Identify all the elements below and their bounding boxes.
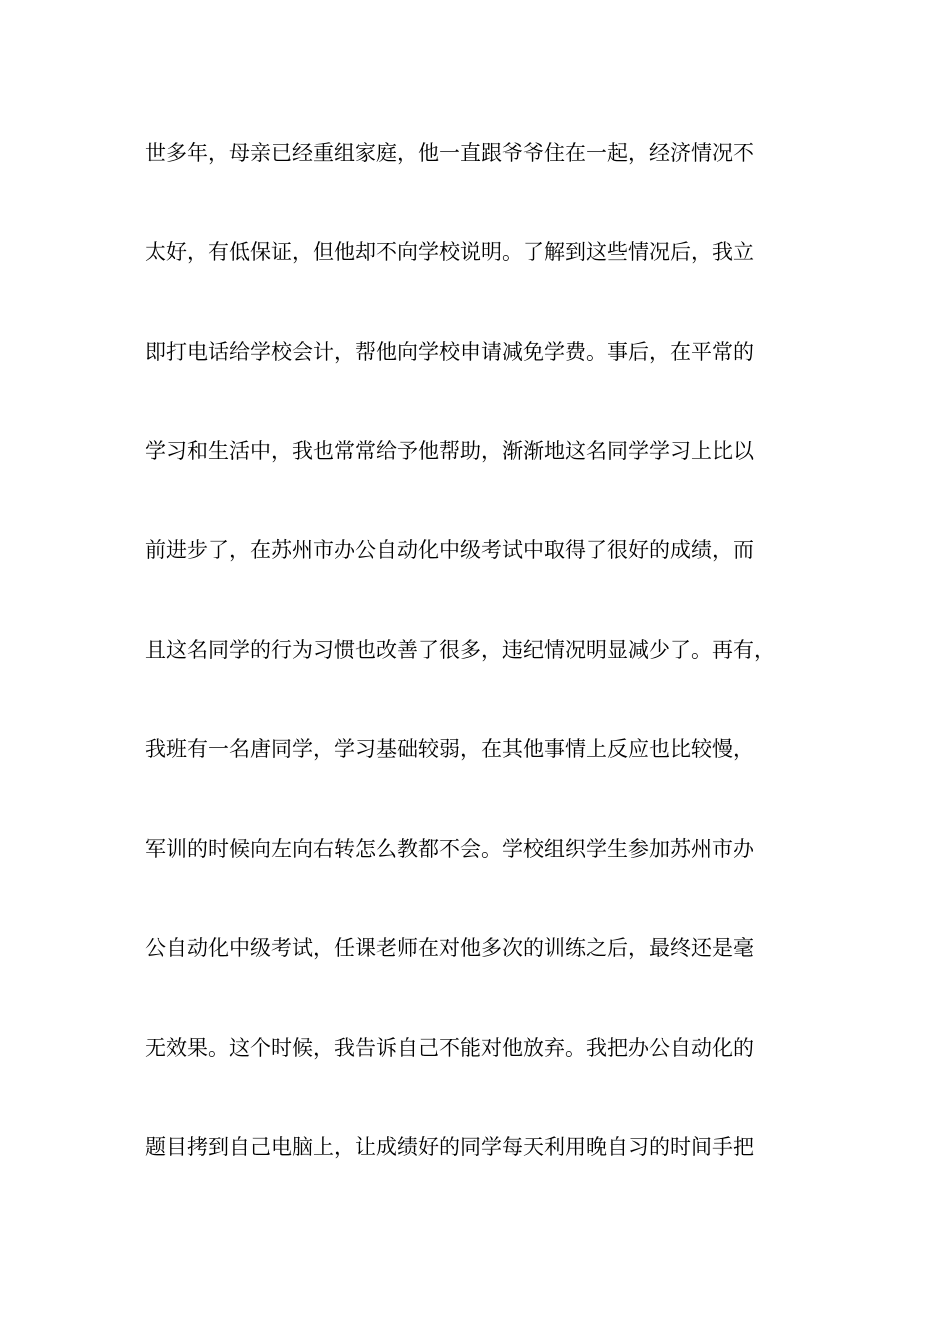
text-line: 题目拷到自己电脑上，让成绩好的同学每天利用晚自习的时间手把 — [145, 1135, 754, 1159]
text-line: 即打电话给学校会计，帮他向学校申请减免学费。事后，在平常的 — [145, 340, 754, 364]
text-line: 学习和生活中，我也常常给予他帮助，渐渐地这名同学学习上比以 — [145, 439, 754, 463]
text-line: 我班有一名唐同学，学习基础较弱，在其他事情上反应也比较慢， — [145, 737, 754, 761]
text-line: 且这名同学的行为习惯也改善了很多，违纪情况明显减少了。再有， — [145, 638, 775, 662]
text-line: 无效果。这个时候，我告诉自己不能对他放弃。我把办公自动化的 — [145, 1036, 754, 1060]
text-line: 太好，有低保证，但他却不向学校说明。了解到这些情况后，我立 — [145, 240, 754, 264]
text-line: 军训的时候向左向右转怎么教都不会。学校组织学生参加苏州市办 — [145, 837, 754, 861]
text-line: 前进步了，在苏州市办公自动化中级考试中取得了很好的成绩，而 — [145, 538, 754, 562]
text-line: 世多年，母亲已经重组家庭，他一直跟爷爷住在一起，经济情况不 — [145, 141, 754, 165]
text-line: 公自动化中级考试，任课老师在对他多次的训练之后，最终还是毫 — [145, 936, 754, 960]
